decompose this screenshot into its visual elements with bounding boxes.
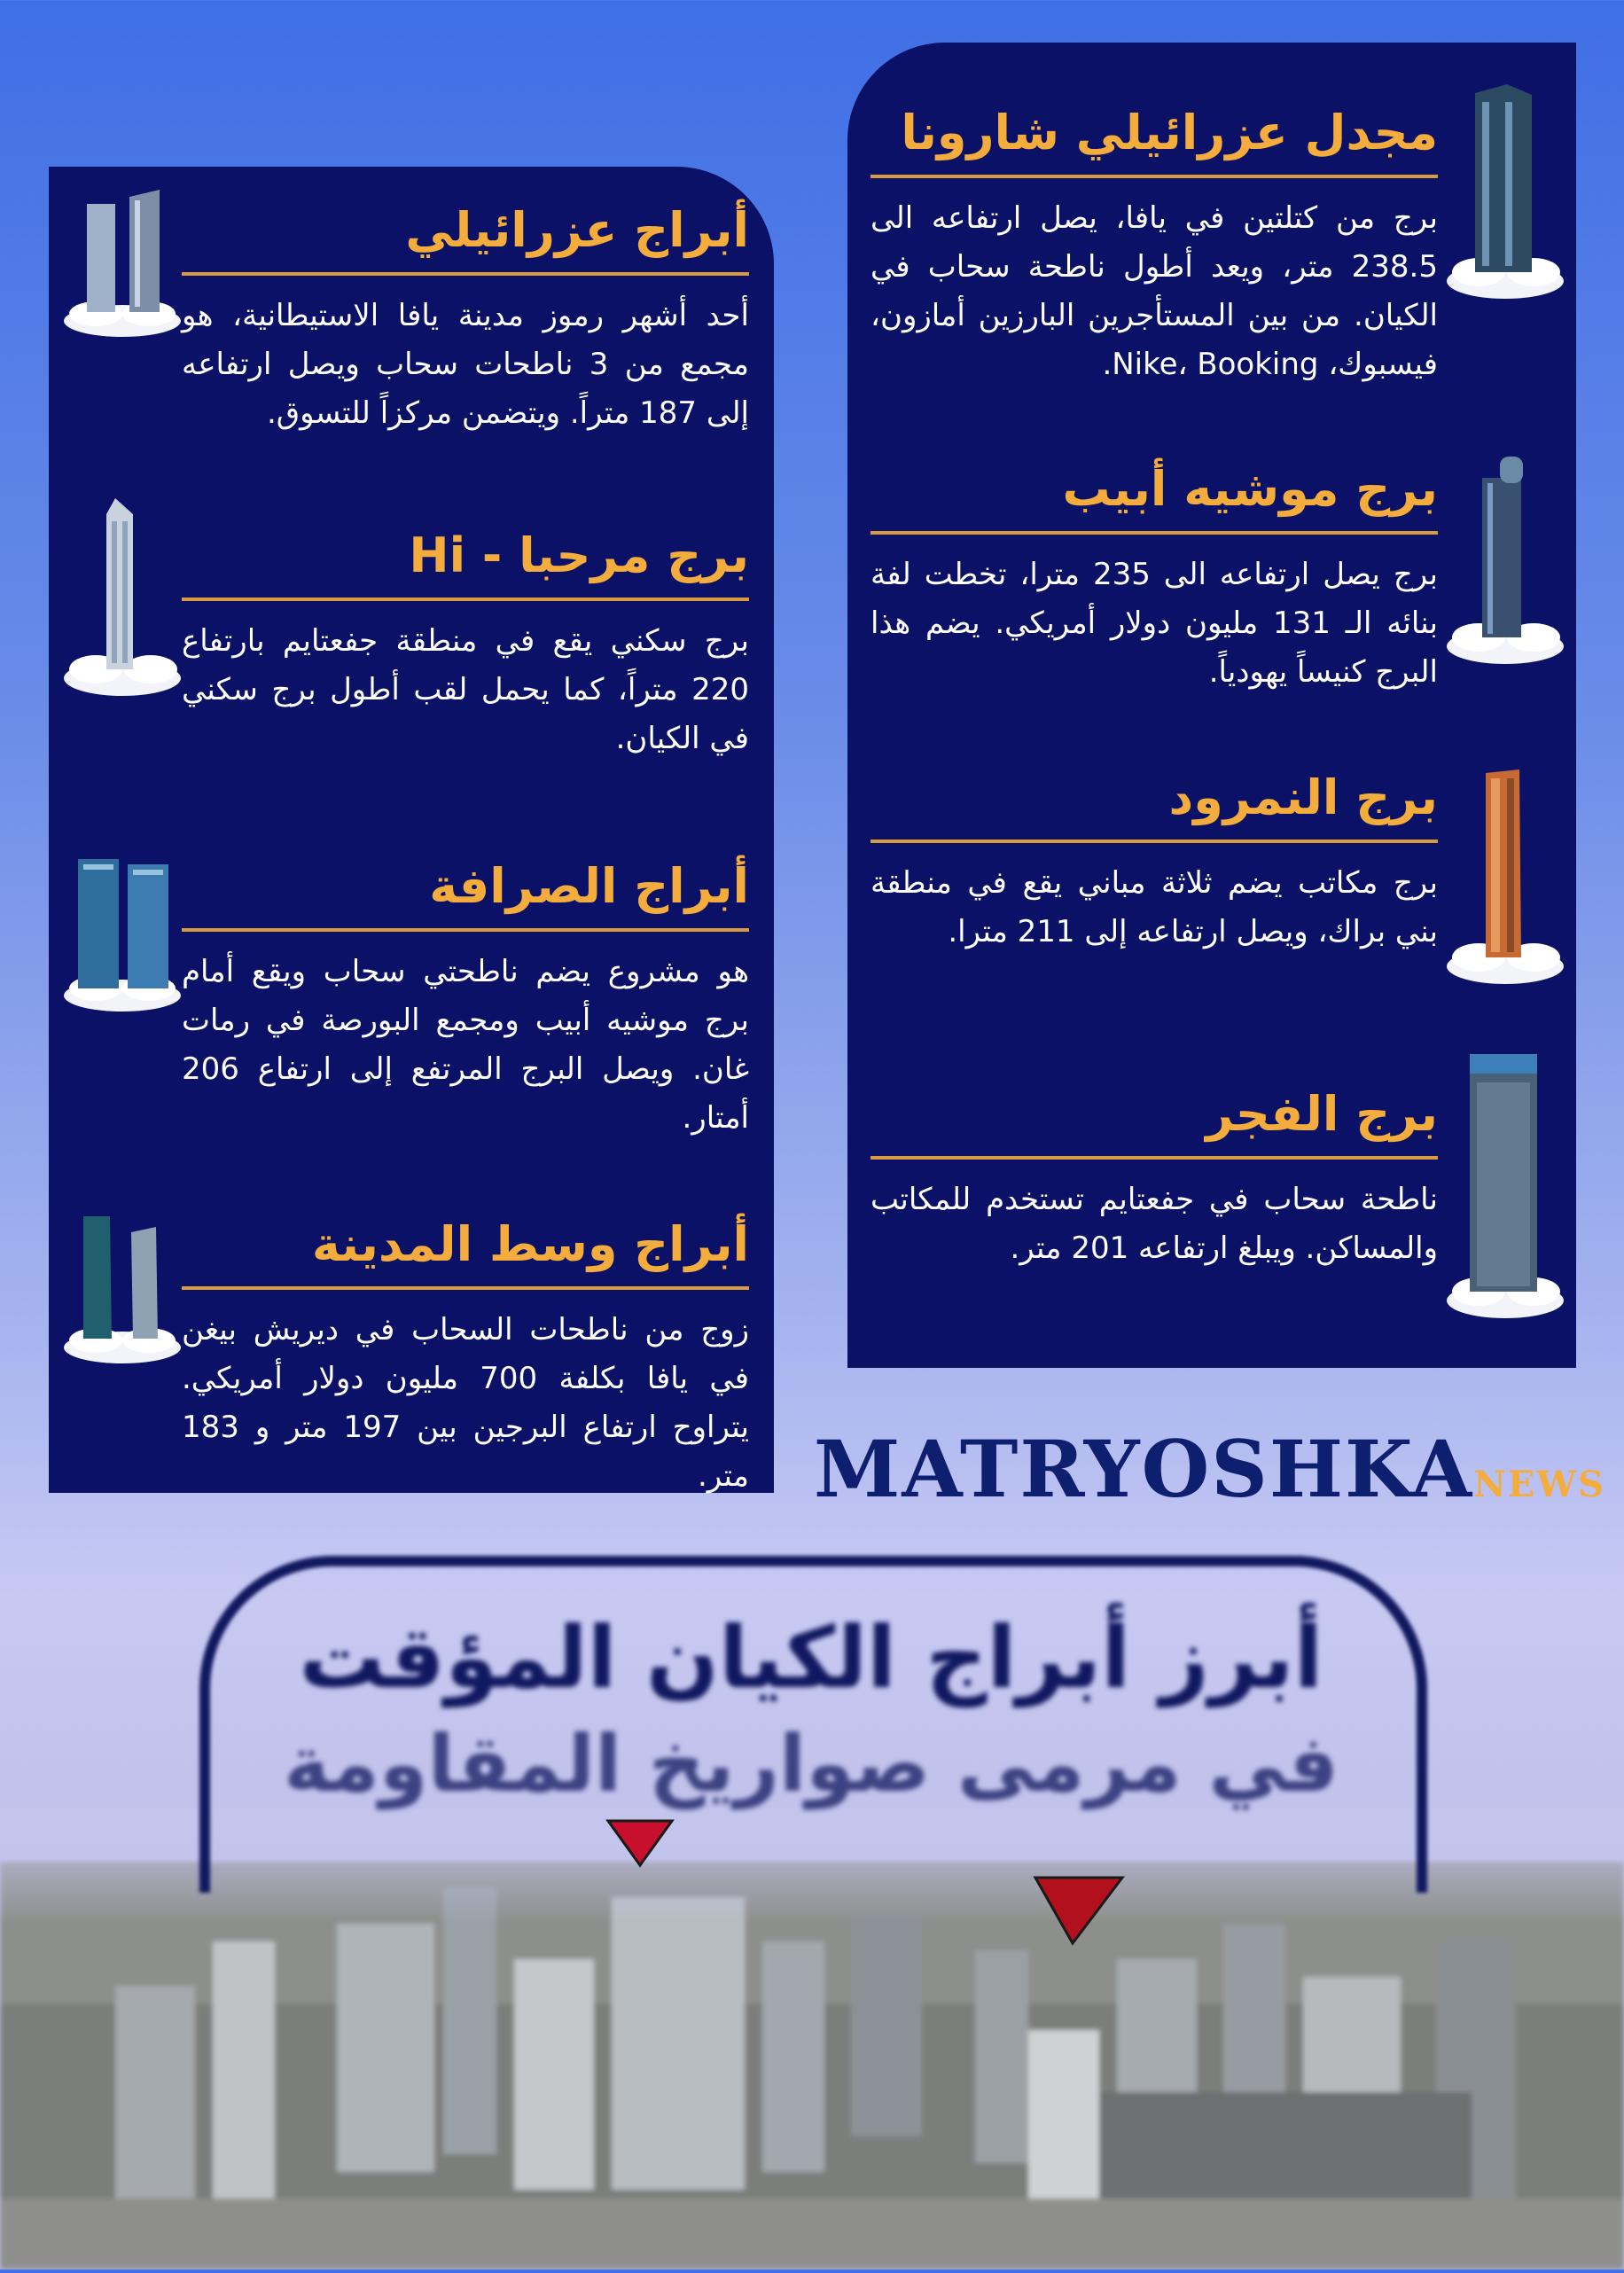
main-title — [213, 1605, 1409, 1817]
tower-icon — [1443, 457, 1567, 669]
tower-description: هو مشروع يضم ناطحتي سحاب ويقع أمام برج موشيه أبيب ومجمع البورصة في رمات غان. ويصل البرج المرتفع إلى ارتفاع 206 أمتار. — [182, 953, 749, 1136]
title-line-1: أبرز أبراج الكيان المؤقت — [299, 1608, 1323, 1707]
twin-towers-icon — [60, 855, 184, 1015]
tower-description: برج يصل ارتفاعه الى 235 مترا، تخطت لفة بنائه الـ 131 مليون دولار أمريكي. يضم هذا البرج كنيساً يهودياً. — [871, 556, 1438, 690]
tower-description: زوج من ناطحات السحاب في ديريش بيغن في يافا بكلفة 700 مليون دولار أمريكي. يتراوح ارتفاع البرجين بين 197 متر و 183 متر. — [182, 1311, 750, 1494]
tower-name: برج موشيه أبيب — [1062, 461, 1438, 517]
brand-logo — [814, 1423, 1606, 1515]
divider — [182, 272, 749, 276]
tower-entry-nimrod — [871, 769, 1438, 957]
divider — [871, 840, 1438, 843]
divider — [871, 531, 1438, 535]
tower-description: ناطحة سحاب في جفعتايم تستخدم للمكاتب والمساكن. ويبلغ ارتفاعه 201 متر. — [871, 1181, 1438, 1266]
divider — [871, 175, 1438, 178]
tower-entry-downtown — [182, 1216, 749, 1501]
tower-icon — [1443, 1051, 1567, 1325]
tower-entry-moshe-aviv — [871, 461, 1438, 697]
tower-icon — [60, 496, 184, 700]
tower-entry-azrieli-sarona — [871, 105, 1438, 389]
divider — [182, 598, 749, 601]
tower-name: برج الفجر — [1206, 1086, 1438, 1142]
brand-name: MATRYOSHKA — [814, 1423, 1474, 1515]
tower-name: أبراج وسط المدينة — [311, 1216, 749, 1272]
tower-entry-hi — [182, 527, 749, 763]
tower-name: أبراج الصرافة — [429, 858, 749, 914]
twin-towers-icon — [60, 1215, 184, 1365]
divider — [182, 928, 749, 932]
twin-towers-icon — [60, 188, 184, 339]
tower-name: برج النمرود — [1168, 769, 1438, 825]
tower-entry-azrieli — [182, 202, 749, 438]
tower-description: أحد أشهر رموز مدينة يافا الاستيطانية، هو مجمع من 3 ناطحات سحاب ويصل ارتفاعه إلى 187 متراً. ويتضمن مركزاً للتسوق. — [182, 297, 750, 431]
tower-name: أبراج عزرائيلي — [405, 202, 749, 258]
tower-icon — [1443, 84, 1567, 306]
tower-name: برج مرحبا - Hi — [409, 527, 749, 583]
tower-entry-sarafa — [182, 858, 749, 1143]
tower-description: برج سكني يقع في منطقة جفعتايم بارتفاع 220 متراً، كما يحمل لقب أطول برج سكني في الكيان. — [182, 622, 749, 756]
tower-description: برج مكاتب يضم ثلاثة مباني يقع في منطقة بني براك، ويصل ارتفاعه إلى 211 مترا. — [871, 864, 1438, 949]
title-line-2: في مرمى صواريخ المقاومة — [284, 1718, 1339, 1809]
tower-icon — [1443, 769, 1567, 991]
brand-suffix: NEWS — [1473, 1464, 1606, 1505]
tower-entry-fajr — [871, 1086, 1438, 1273]
divider — [871, 1156, 1438, 1160]
tower-description: برج من كتلتين في يافا، يصل ارتفاعه الى 238.5 متر، ويعد أطول ناطحة سحاب في الكيان. من بين المستأجرين البارزين أمازون، فيسبوك، Nike، Booking. — [871, 199, 1438, 382]
tower-name: مجدل عزرائيلي شارونا — [901, 105, 1438, 160]
divider — [182, 1286, 749, 1290]
